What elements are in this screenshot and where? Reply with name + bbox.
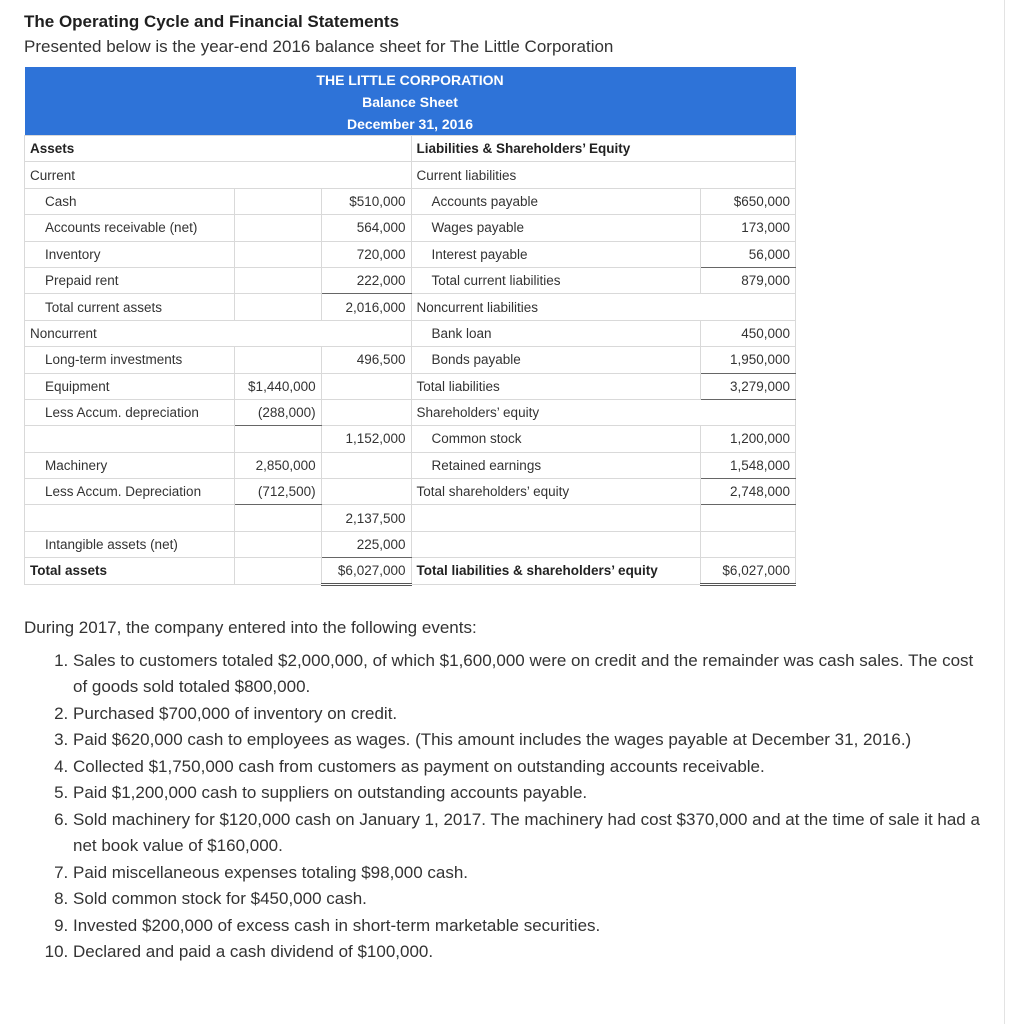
statement-date: December 31, 2016 — [346, 116, 474, 132]
lt-investments-label: Long-term investments — [25, 347, 235, 373]
cash-label: Cash — [25, 188, 235, 214]
table-row — [25, 373, 796, 399]
table-row — [25, 267, 796, 293]
equip-depreciation-value: (288,000) — [234, 399, 321, 425]
list-item: 5. Paid $1,200,000 cash to suppliers on outstanding accounts payable. — [73, 780, 984, 807]
shareholders-equity-heading: Shareholders’ equity — [411, 399, 796, 425]
intangibles-value: 225,000 — [321, 531, 411, 557]
wages-payable-label: Wages payable — [411, 215, 701, 241]
list-item: 2. Purchased $700,000 of inventory on credit. — [73, 701, 984, 728]
total-shareholders-equity-value: 2,748,000 — [701, 479, 796, 505]
total-le-value: $6,027,000 — [701, 558, 796, 584]
cash-value: $510,000 — [321, 188, 411, 214]
equipment-value: $1,440,000 — [234, 373, 321, 399]
table-row — [25, 505, 796, 531]
mach-depreciation-label: Less Accum. Depreciation — [25, 479, 235, 505]
list-item: 4. Collected $1,750,000 cash from customers as payment on outstanding accounts receivable. — [73, 754, 984, 781]
page-subtitle: Presented below is the year-end 2016 balance sheet for The Little Corporation — [24, 37, 614, 56]
company-name: THE LITTLE CORPORATION — [316, 72, 504, 88]
table-row — [25, 320, 796, 346]
bank-loan-label: Bank loan — [411, 320, 701, 346]
list-item: 6. Sold machinery for $120,000 cash on January 1, 2017. The machinery had cost $370,000 and at the time of sale it had a net book value of $160,000. — [73, 807, 984, 860]
bonds-payable-value: 1,950,000 — [701, 347, 796, 373]
table-row — [25, 241, 796, 267]
total-assets-label: Total assets — [25, 558, 235, 584]
events-list — [24, 648, 984, 966]
statement-name: Balance Sheet — [362, 94, 458, 110]
total-liabilities-value: 3,279,000 — [701, 373, 796, 399]
bank-loan-value: 450,000 — [701, 320, 796, 346]
table-row — [25, 347, 796, 373]
current-assets-heading: Current — [25, 162, 412, 188]
equipment-net-value: 1,152,000 — [321, 426, 411, 452]
retained-earnings-value: 1,548,000 — [701, 452, 796, 478]
table-row — [25, 558, 796, 584]
table-row — [25, 294, 796, 320]
machinery-label: Machinery — [25, 452, 235, 478]
intangibles-label: Intangible assets (net) — [25, 531, 235, 557]
list-item: 10. Declared and paid a cash dividend of $100,000. — [73, 939, 984, 966]
page-edge-divider — [1004, 0, 1005, 1024]
machinery-net-value: 2,137,500 — [321, 505, 411, 531]
common-stock-label: Common stock — [411, 426, 701, 452]
bonds-payable-label: Bonds payable — [411, 347, 701, 373]
inventory-value: 720,000 — [321, 241, 411, 267]
wages-payable-value: 173,000 — [701, 215, 796, 241]
table-row — [25, 215, 796, 241]
table-row — [25, 452, 796, 478]
total-shareholders-equity-label: Total shareholders’ equity — [411, 479, 701, 505]
page-title: The Operating Cycle and Financial Statements — [24, 12, 400, 31]
interest-payable-label: Interest payable — [411, 241, 701, 267]
accounts-payable-value: $650,000 — [701, 188, 796, 214]
problem-page — [24, 10, 984, 966]
balance-sheet-header — [25, 67, 796, 136]
noncurrent-assets-heading: Noncurrent — [25, 320, 412, 346]
total-current-assets-value: 2,016,000 — [321, 294, 411, 320]
list-item: 1. Sales to customers totaled $2,000,000, of which $1,600,000 were on credit and the remainder was cash sales. The cost of goods sold totaled $800,000. — [73, 648, 984, 701]
events-intro: During 2017, the company entered into the following events: — [24, 617, 477, 637]
list-item: 7. Paid miscellaneous expenses totaling $98,000 cash. — [73, 860, 984, 887]
total-current-assets-label: Total current assets — [25, 294, 235, 320]
table-row — [25, 531, 796, 557]
list-item: 3. Paid $620,000 cash to employees as wages. (This amount includes the wages payable at December 31, 2016.) — [73, 727, 984, 754]
total-current-liabilities-value: 879,000 — [701, 267, 796, 293]
events-section — [24, 618, 984, 966]
balance-sheet-table — [24, 67, 796, 586]
ar-value: 564,000 — [321, 215, 411, 241]
equip-depreciation-label: Less Accum. depreciation — [25, 399, 235, 425]
list-item: 9. Invested $200,000 of excess cash in short-term marketable securities. — [73, 913, 984, 940]
prepaid-value: 222,000 — [321, 267, 411, 293]
inventory-label: Inventory — [25, 241, 235, 267]
table-row — [25, 399, 796, 425]
prepaid-label: Prepaid rent — [25, 267, 235, 293]
interest-payable-value: 56,000 — [701, 241, 796, 267]
liabilities-heading: Liabilities & Shareholders’ Equity — [411, 136, 796, 162]
accounts-payable-label: Accounts payable — [411, 188, 701, 214]
table-row — [25, 136, 796, 162]
total-liabilities-label: Total liabilities — [411, 373, 701, 399]
equipment-label: Equipment — [25, 373, 235, 399]
list-item: 8. Sold common stock for $450,000 cash. — [73, 886, 984, 913]
lt-investments-value: 496,500 — [321, 347, 411, 373]
table-row — [25, 426, 796, 452]
ar-label: Accounts receivable (net) — [25, 215, 235, 241]
assets-heading: Assets — [25, 136, 412, 162]
machinery-value: 2,850,000 — [234, 452, 321, 478]
retained-earnings-label: Retained earnings — [411, 452, 701, 478]
table-row — [25, 479, 796, 505]
total-current-liabilities-label: Total current liabilities — [411, 267, 701, 293]
table-row — [25, 162, 796, 188]
noncurrent-liabilities-heading: Noncurrent liabilities — [411, 294, 796, 320]
mach-depreciation-value: (712,500) — [234, 479, 321, 505]
table-row — [25, 188, 796, 214]
common-stock-value: 1,200,000 — [701, 426, 796, 452]
total-assets-value: $6,027,000 — [321, 558, 411, 584]
total-le-label: Total liabilities & shareholders’ equity — [411, 558, 701, 584]
current-liabilities-heading: Current liabilities — [411, 162, 796, 188]
